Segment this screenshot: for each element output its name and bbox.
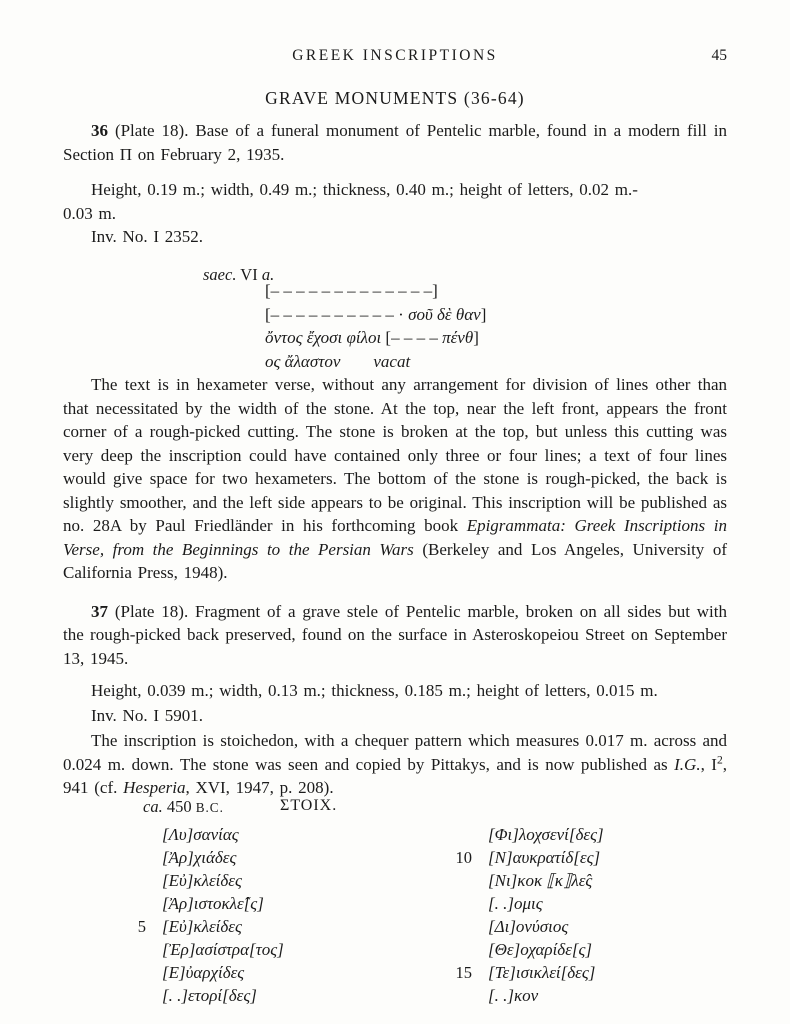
greek-name: [Νι]κοκ ⟦κ⟧λε̂ς xyxy=(488,871,593,890)
greek-name: [Ἀρ]ιστοκλε̂[ς] xyxy=(162,894,264,913)
name-row xyxy=(442,984,604,1007)
line-number: 15 xyxy=(455,963,472,982)
name-row xyxy=(116,938,284,961)
greek-name: [Λυ]σανίας xyxy=(162,825,239,844)
entry-36-dimensions-line1: Height, 0.19 m.; width, 0.49 m.; thickness, 0.40 m.; height of letters, 0.02 m.- xyxy=(91,180,638,199)
name-row xyxy=(116,892,284,915)
greek-name: [Ε]ὐαρχίδες xyxy=(162,963,245,982)
inscription-36-line-4: ος ἄλαστον vacat xyxy=(265,351,411,371)
entry-37-date-label: ca. 450 B.C. xyxy=(143,796,224,816)
name-row xyxy=(442,938,604,961)
greek-name: [Ἀρ]χιάδες xyxy=(162,848,237,867)
running-head-title: GREEK INSCRIPTIONS xyxy=(292,47,498,64)
name-row xyxy=(116,915,284,938)
greek-name: [. .]ετορί[δες] xyxy=(162,986,257,1005)
entry-37-intro: 37 (Plate 18). Fragment of a grave stele of Pentelic marble, broken on all sides but with the rough-picked back preserved, found on the surface in Asteroskopeiou Street on September 13, 1945. xyxy=(63,601,727,668)
name-row xyxy=(442,892,604,915)
name-row xyxy=(116,846,284,869)
name-column-right xyxy=(442,823,604,1007)
entry-37-discussion: The inscription is stoichedon, with a chequer pattern which measures 0.017 m. across and 0.024 m. down. The stone was seen and copied by Pittakys, and is now published as I.G., $I^2$, 941 (cf. Hesperia, XVI, 1947, p. 208). xyxy=(63,731,727,797)
name-row xyxy=(116,869,284,892)
name-column-left xyxy=(116,823,284,1007)
line-number: 5 xyxy=(137,917,146,936)
entry-36-discussion: The text is in hexameter verse, without any arrangement for division of lines other than that necessitated by the width of the stone. At the top, near the left front, appears the front corner of a rough-picked cutting. The stone is broken at the top, but unless this cutting was very deep the inscription could have contained only three or four lines; a text of four lines would give space for two hexameters. The bottom of the stone is rough-picked, the back is slightly smoother, and the left side appears to be original. This inscription will be published as no. 28A by Paul Friedländer in his forthcoming book Epigrammata: Greek Inscriptions in Verse, from the Beginnings to the Persian Wars (Berkeley and Los Angeles, University of California Press, 1948). xyxy=(63,375,728,582)
entry-36-intro: 36 (Plate 18). Base of a funeral monument of Pentelic marble, found in a modern fill in Section Π on February 2, 1935. xyxy=(63,121,727,164)
page-header xyxy=(63,46,727,66)
name-row xyxy=(442,915,604,938)
greek-name: [Δι]ονύσιος xyxy=(488,917,569,936)
greek-name: [Εὐ]κλείδες xyxy=(162,871,242,890)
entry-37-inventory-number: Inv. No. I 5901. xyxy=(91,705,203,725)
inscription-36-line-3: ὄντος ἔχοσι φίλοι [– – – – πένθ] xyxy=(265,328,479,347)
greek-name: [Εὐ]κλείδες xyxy=(162,917,242,936)
name-row xyxy=(442,823,604,846)
stoichedon-label: ΣΤΟΙΧ. xyxy=(280,796,338,814)
greek-name: [. .]ομις xyxy=(488,894,543,913)
entry-36-date-label: saec. VI a. xyxy=(203,264,275,284)
greek-name: [Ἐρ]ασίστρα[τος] xyxy=(162,940,284,959)
name-row xyxy=(442,846,604,869)
greek-name: [. .]κον xyxy=(488,986,539,1005)
greek-name: [Ν]αυκρατίδ[ες] xyxy=(488,848,601,867)
entry-37-dimensions: Height, 0.039 m.; width, 0.13 m.; thickness, 0.185 m.; height of letters, 0.015 m. xyxy=(91,681,658,700)
name-row xyxy=(116,984,284,1007)
inscription-36-line-2: [– – – – – – – – – – · σοῦ δὲ θαν] xyxy=(265,304,487,324)
entry-37-catalog-heading xyxy=(63,797,727,821)
line-number: 10 xyxy=(455,848,472,867)
section-title: GRAVE MONUMENTS (36-64) xyxy=(265,88,525,108)
entry-37-name-list xyxy=(63,823,727,1015)
name-row xyxy=(442,961,604,984)
greek-name: [Θε]οχαρίδε[ς] xyxy=(488,940,593,959)
entry-36-inventory-number: Inv. No. I 2352. xyxy=(91,227,203,246)
name-row xyxy=(116,823,284,846)
entry-36-dimensions xyxy=(63,178,727,225)
name-row xyxy=(116,961,284,984)
inscription-36 xyxy=(63,263,727,374)
greek-name: [Φι]λοχσενί[δες] xyxy=(488,825,604,844)
inscription-36-line-1: [– – – – – – – – – – – – –] xyxy=(265,281,438,300)
page-number: 45 xyxy=(711,47,727,64)
entry-36-dimensions-line2: 0.03 m. xyxy=(63,203,116,223)
greek-name: [Τε]ισικλεί[δες] xyxy=(488,963,596,982)
name-row xyxy=(442,869,604,892)
